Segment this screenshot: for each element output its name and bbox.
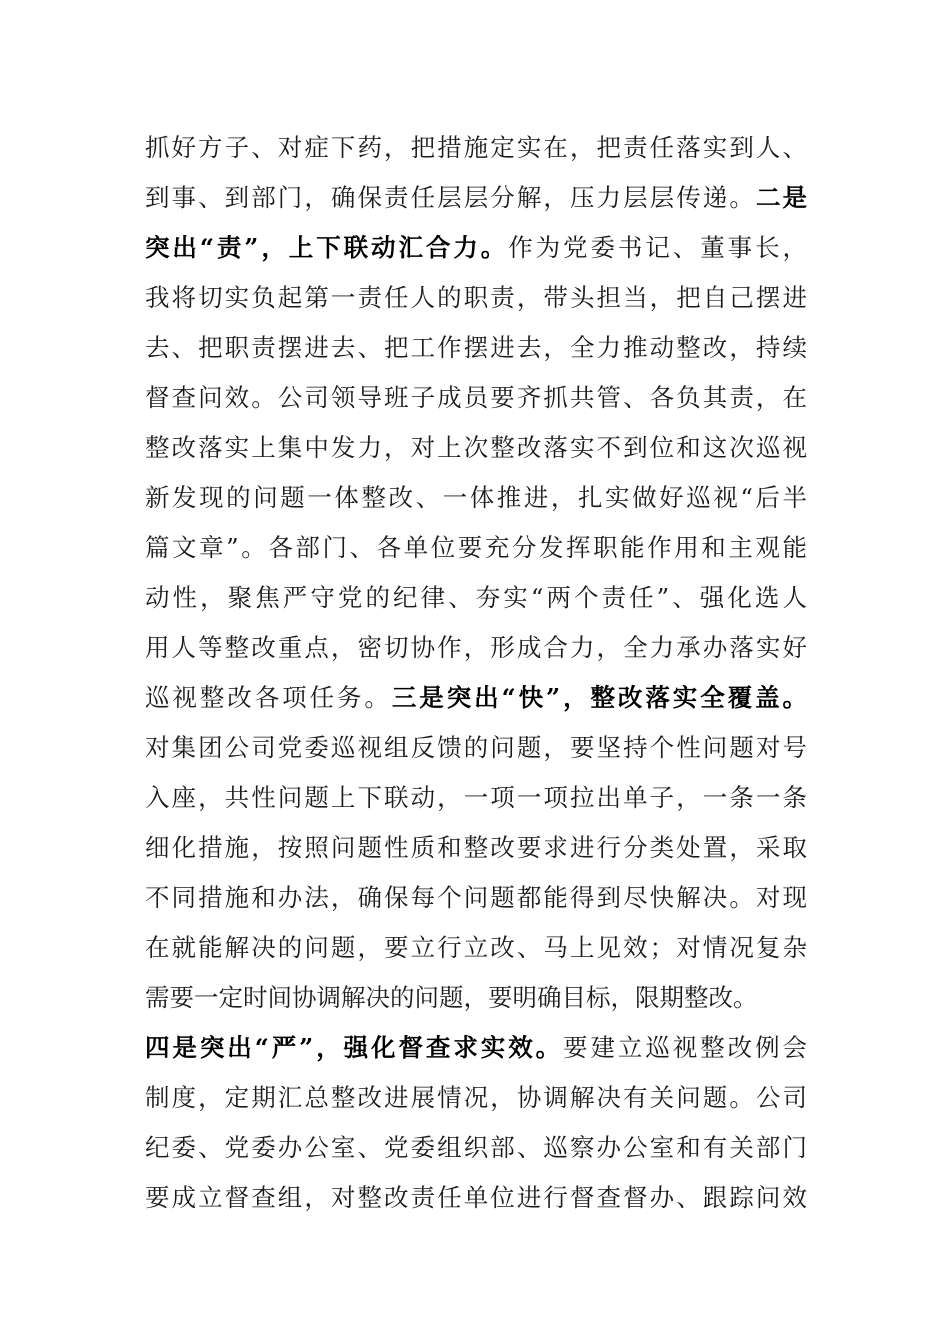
- text-run: 巡视整改各项任务。: [145, 683, 392, 712]
- text-run: 需要一定时间协调解决的问题，要明确目标，限期整改。: [145, 983, 758, 1012]
- text-run: 去、把职责摆进去、把工作摆进去，全力推动整改，持续: [145, 333, 807, 362]
- text-run: 我将切实负起第一责任人的职责，带头担当，把自己摆进: [145, 283, 807, 312]
- text-line: [145, 378, 807, 418]
- bold-text-run: 突出“责”，上下联动汇合力。: [145, 233, 509, 262]
- text-line: [145, 478, 807, 518]
- text-line: [145, 628, 807, 668]
- text-line: [145, 228, 807, 268]
- text-run: 篇文章”。各部门、各单位要充分发挥职能作用和主观能: [145, 533, 807, 562]
- text-line: [145, 278, 807, 318]
- text-run: 入座，共性问题上下联动，一项一项拉出单子，一条一条: [145, 783, 807, 812]
- text-run: 到事、到部门，确保责任层层分解，压力层层传递。: [145, 183, 756, 212]
- text-run: 不同措施和办法，确保每个问题都能得到尽快解决。对现: [145, 883, 807, 912]
- text-run: 动性，聚焦严守党的纪律、夯实“两个责任”、强化选人: [145, 583, 807, 612]
- text-line: [145, 678, 807, 718]
- text-run: 要建立巡视整改例会: [563, 1033, 807, 1062]
- bold-text-run: 二是: [755, 183, 807, 212]
- text-run: 细化措施，按照问题性质和整改要求进行分类处置，采取: [145, 833, 807, 862]
- text-line: [145, 828, 807, 868]
- text-line: [145, 1128, 807, 1168]
- text-line: [145, 778, 807, 818]
- bold-text-run: 三是突出“快”，整改落实全覆盖。: [391, 683, 807, 712]
- text-run: 抓好方子、对症下药，把措施定实在，把责任落实到人、: [145, 133, 807, 162]
- text-run: 制度，定期汇总整改进展情况，协调解决有关问题。公司: [145, 1083, 807, 1112]
- text-run: 督查问效。公司领导班子成员要齐抓共管、各负其责，在: [145, 383, 807, 412]
- text-run: 整改落实上集中发力，对上次整改落实不到位和这次巡视: [145, 433, 807, 462]
- text-run: 要成立督查组，对整改责任单位进行督查督办、跟踪问效: [145, 1183, 807, 1212]
- text-run: 作为党委书记、董事长，: [508, 233, 807, 262]
- text-line: [145, 1028, 807, 1068]
- text-run: 对集团公司党委巡视组反馈的问题，要坚持个性问题对号: [145, 733, 807, 762]
- text-line: [145, 978, 807, 1018]
- text-line: [145, 328, 807, 368]
- text-line: [145, 428, 807, 468]
- text-run: 新发现的问题一体整改、一体推进，扎实做好巡视“后半: [145, 483, 807, 512]
- text-line: [145, 128, 807, 168]
- text-run: 在就能解决的问题，要立行立改、马上见效；对情况复杂: [145, 933, 807, 962]
- text-line: [145, 878, 807, 918]
- text-line: [145, 728, 807, 768]
- text-line: [145, 178, 807, 218]
- text-line: [145, 928, 807, 968]
- text-line: [145, 1178, 807, 1218]
- bold-text-run: 四是突出“严”，强化督查求实效。: [145, 1033, 564, 1062]
- text-line: [145, 578, 807, 618]
- text-line: [145, 528, 807, 568]
- text-line: [145, 1078, 807, 1118]
- text-run: 用人等整改重点，密切协作，形成合力，全力承办落实好: [145, 633, 807, 662]
- text-run: 纪委、党委办公室、党委组织部、巡察办公室和有关部门: [145, 1133, 807, 1162]
